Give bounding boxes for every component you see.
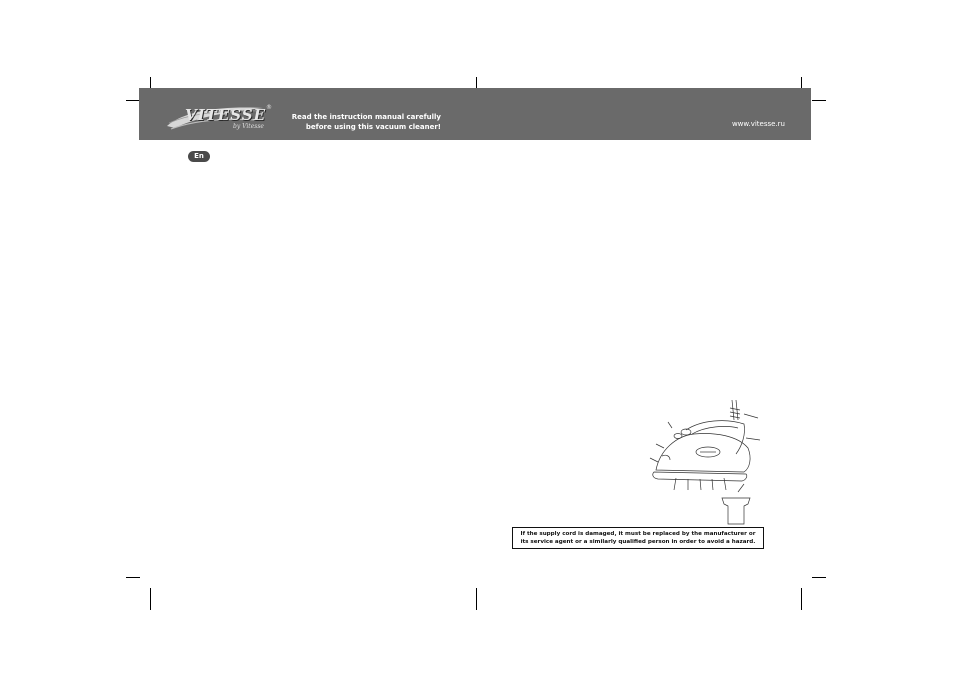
logo-subtext: by Vitesse bbox=[233, 123, 264, 130]
crop-mark-right-bottom bbox=[812, 577, 826, 578]
logo-text: VITESSE bbox=[185, 106, 267, 124]
header-bar bbox=[139, 88, 811, 140]
warning-line-2: its service agent or a similarly qualified person in order to avoid a hazard. bbox=[520, 539, 756, 545]
website-url[interactable]: www.vitesse.ru bbox=[731, 120, 785, 128]
iron-stand-illustration bbox=[722, 484, 750, 524]
instruction-tagline bbox=[289, 112, 441, 132]
warning-line-1: If the supply cord is damaged, it must be replaced by the manufacturer or bbox=[520, 531, 756, 537]
language-badge: En bbox=[188, 151, 210, 162]
crop-mark-bottom-left bbox=[150, 588, 151, 610]
tagline-line-2: before using this vacuum cleaner! bbox=[305, 123, 441, 131]
crop-mark-bottom-right bbox=[801, 588, 802, 610]
crop-mark-right-top bbox=[812, 100, 826, 101]
crop-mark-left-bottom bbox=[126, 577, 140, 578]
safety-warning-box bbox=[512, 527, 764, 549]
crop-mark-bottom-center bbox=[476, 588, 477, 610]
tagline-line-1: Read the instruction manual carefully bbox=[291, 113, 441, 121]
crop-mark-left-top bbox=[126, 100, 140, 101]
brand-logo bbox=[165, 96, 272, 132]
steam-iron-illustration bbox=[646, 398, 766, 526]
logo-registered-mark: ® bbox=[266, 104, 272, 111]
